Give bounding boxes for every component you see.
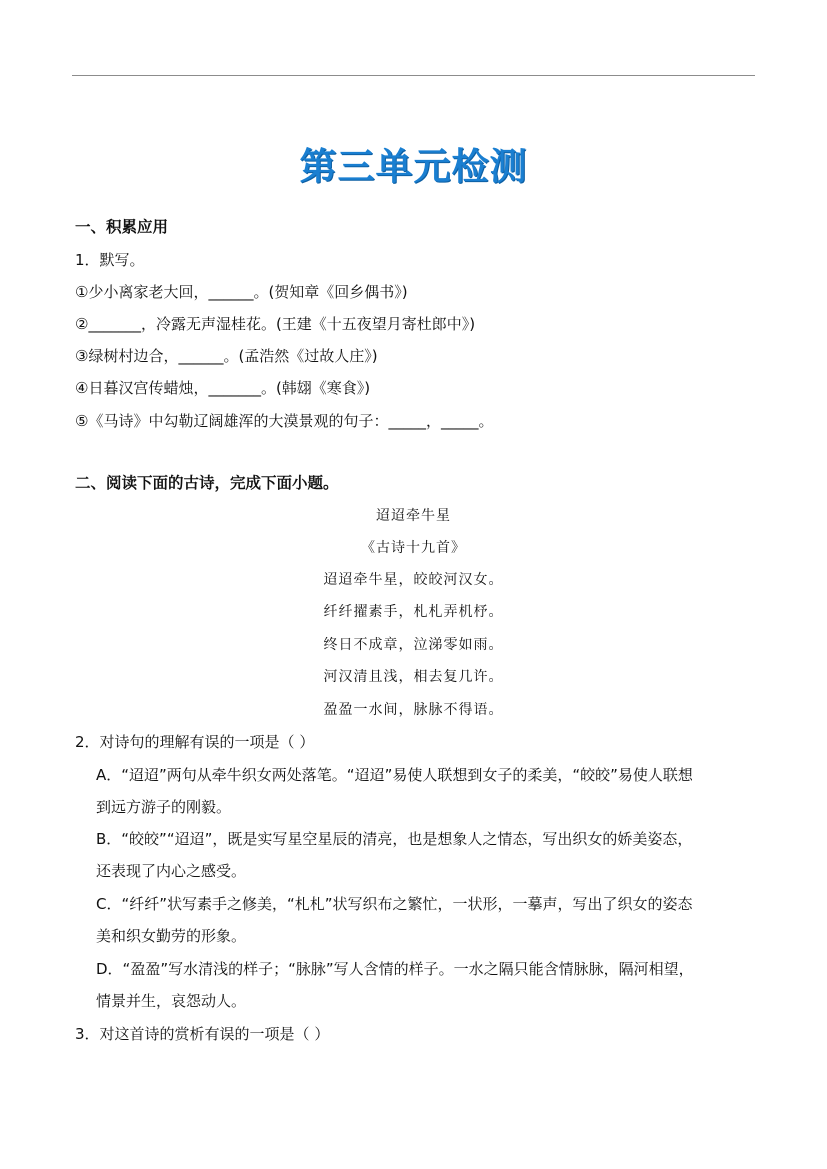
question-2-option-c: C．“纤纤”状写素手之修美，“札札”状写织布之繁忙，一状形，一摹声，写出了织女的姿态 [96, 895, 693, 913]
poem-line: 终日不成章，泣涕零如雨。 [323, 637, 504, 653]
poem-line: 盈盈一水间，脉脉不得语。 [323, 702, 504, 718]
poem-title: 迢迢牵牛星 [376, 508, 451, 524]
poem-line: 纤纤擢素手，札札弄机杼。 [323, 604, 504, 620]
question-2-option-b-continued: 还表现了内心之感受。 [96, 862, 247, 880]
question-1-item-4: ④日暮汉宫传蜡烛，_______。(韩翃《寒食》) [75, 379, 371, 397]
section-heading-reading: 二、阅读下面的古诗，完成下面小题。 [75, 474, 339, 492]
question-1-item-1: ①少小离家老大回，______。(贺知章《回乡偶书》) [75, 283, 408, 301]
question-1-item-5: ⑤《马诗》中勾勒辽阔雄浑的大漠景观的句子：_____，_____。 [75, 412, 494, 430]
question-2-option-a-continued: 到远方游子的刚毅。 [96, 798, 232, 816]
poem-source: 《古诗十九首》 [361, 540, 466, 556]
section-heading-accumulation: 一、积累应用 [75, 218, 169, 236]
question-2-option-a: A．“迢迢”两句从牵牛织女两处落笔。“迢迢”易使人联想到女子的柔美，“皎皎”易使人联想 [96, 766, 693, 784]
question-1-item-3: ③绿树村边合，______。(孟浩然《过故人庄》) [75, 347, 378, 365]
poem-line: 河汉清且浅，相去复几许。 [323, 669, 504, 685]
question-2-prompt: 2．对诗句的理解有误的一项是（ ） [75, 733, 315, 751]
question-2-option-c-continued: 美和织女勤劳的形象。 [96, 927, 247, 945]
header-rule [72, 75, 755, 76]
poem-line: 迢迢牵牛星，皎皎河汉女。 [323, 572, 504, 588]
page-title: 第三单元检测 [299, 145, 528, 188]
question-2-option-d-continued: 情景并生，哀怨动人。 [96, 992, 247, 1010]
question-2-option-d: D．“盈盈”写水清浅的样子；“脉脉”写人含情的样子。一水之隔只能含情脉脉，隔河相望， [96, 960, 694, 978]
question-2-option-b: B．“皎皎”“迢迢”，既是实写星空星辰的清亮，也是想象人之情态，写出织女的娇美姿态， [96, 830, 693, 848]
question-3-prompt: 3．对这首诗的赏析有误的一项是（ ） [75, 1025, 330, 1043]
question-1-prompt: 1．默写。 [75, 251, 145, 269]
question-1-item-2: ②_______，冷露无声湿桂花。(王建《十五夜望月寄杜郎中》) [75, 315, 476, 333]
